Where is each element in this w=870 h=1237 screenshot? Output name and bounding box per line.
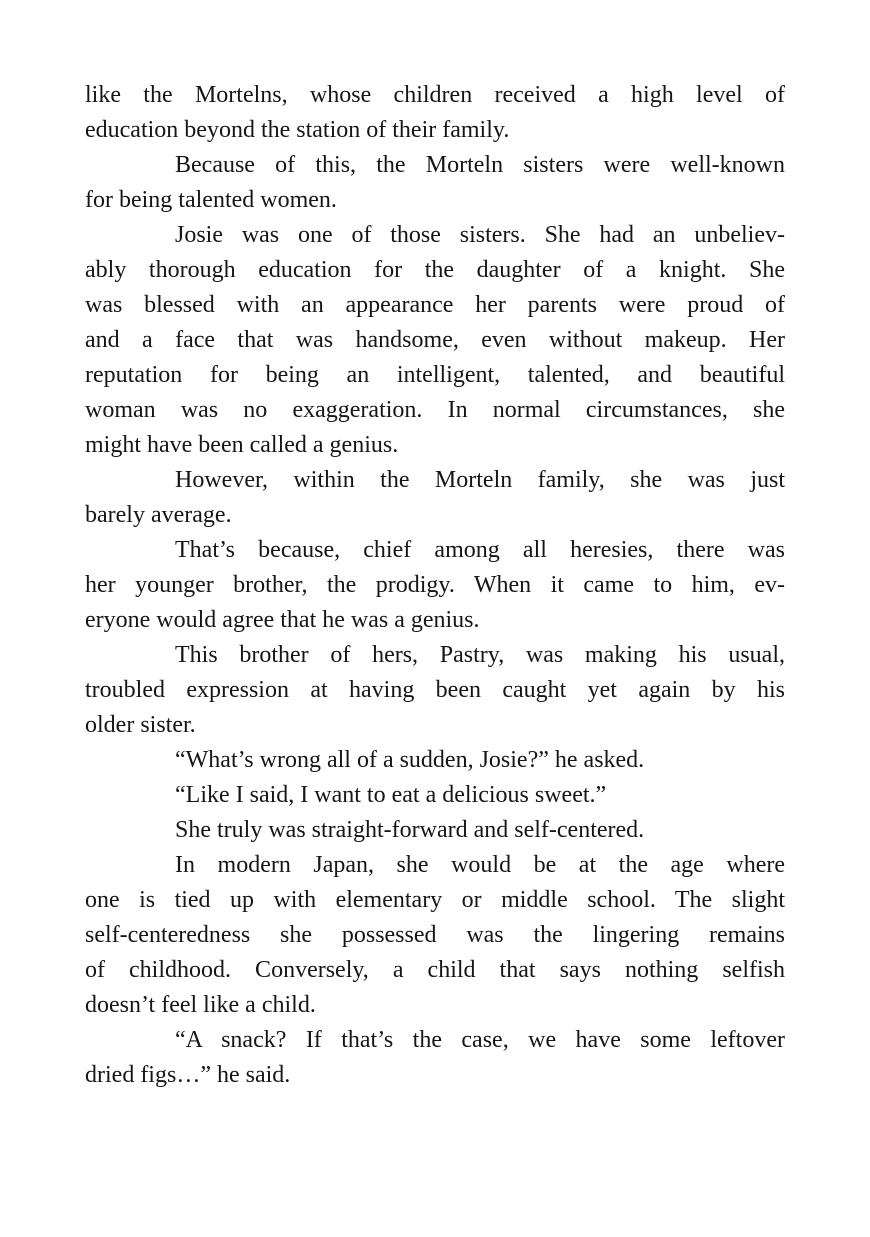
text-line: was blessed with an appearance her parents were proud of [85,292,785,318]
text-line: In modern Japan, she would be at the age where [175,852,785,878]
paragraph [85,533,785,638]
text-line: “Like I said, I want to eat a delicious sweet.” [175,782,607,808]
text-line: barely average. [85,502,232,528]
text-line: one is tied up with elementary or middle school. The slight [85,887,785,913]
text-line: Because of this, the Morteln sisters were well-known [175,152,785,178]
text-line: older sister. [85,712,196,738]
text-line: eryone would agree that he was a genius. [85,607,480,633]
text-line: “What’s wrong all of a sudden, Josie?” he asked. [175,747,645,773]
text-line: education beyond the station of their family. [85,117,510,143]
text-line: troubled expression at having been caught yet again by his [85,677,785,703]
text-line: “A snack? If that’s the case, we have some leftover [175,1027,785,1053]
text-line: doesn’t feel like a child. [85,992,316,1018]
paragraph [85,1023,785,1093]
text-line: woman was no exaggeration. In normal circumstances, she [85,397,785,423]
text-line: her younger brother, the prodigy. When it came to him, ev- [85,572,785,598]
paragraph [85,743,785,778]
paragraph [85,638,785,743]
text-line: like the Mortelns, whose children received a high level of [85,82,785,108]
text-line: for being talented women. [85,187,337,213]
paragraph [85,778,785,813]
text-line: dried figs…” he said. [85,1062,291,1088]
text-line: and a face that was handsome, even without makeup. Her [85,327,785,353]
text-line: might have been called a genius. [85,432,399,458]
paragraph [85,463,785,533]
text-line: This brother of hers, Pastry, was making his usual, [175,642,785,668]
text-line: Josie was one of those sisters. She had an unbeliev- [175,222,785,248]
paragraph [85,148,785,218]
paragraph [85,848,785,1023]
text-line: ably thorough education for the daughter of a knight. She [85,257,785,283]
text-line: self-centeredness she possessed was the lingering remains [85,922,785,948]
paragraph [85,78,785,148]
text-line: of childhood. Conversely, a child that says nothing selfish [85,957,785,983]
text-line: That’s because, chief among all heresies, there was [175,537,785,563]
text-line: reputation for being an intelligent, talented, and beautiful [85,362,785,388]
text-line: She truly was straight-forward and self-centered. [175,817,645,843]
paragraph [85,813,785,848]
text-line: However, within the Morteln family, she was just [175,467,785,493]
paragraph [85,218,785,463]
